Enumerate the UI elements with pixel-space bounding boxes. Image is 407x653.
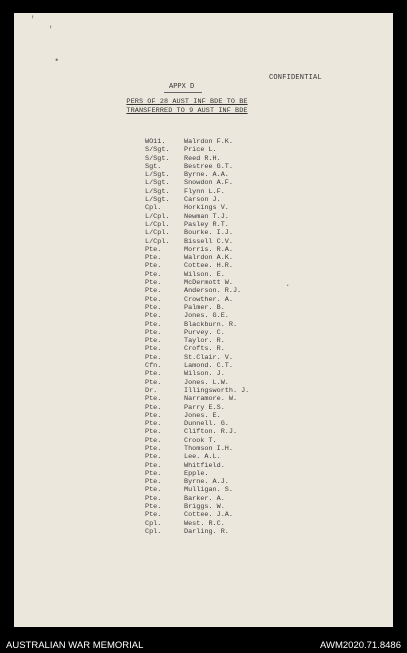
- person-name: Crook T.: [184, 436, 217, 445]
- list-item: [145, 387, 345, 395]
- person-name: Purvey. C.: [184, 328, 225, 337]
- person-name: Jones. E.: [184, 411, 221, 420]
- rank: Pte.: [145, 345, 162, 354]
- title-line-2: TRANSFERRED TO 9 AUST INF BDE: [126, 107, 248, 115]
- list-item: [145, 329, 345, 337]
- person-name: Price L.: [184, 146, 217, 155]
- list-item: [145, 345, 345, 353]
- rank: S/Sgt.: [145, 154, 170, 163]
- person-name: Briggs. W.: [184, 503, 225, 512]
- rank: Pte.: [145, 262, 162, 271]
- rank: Pte.: [145, 503, 162, 512]
- list-item: [145, 246, 345, 254]
- person-name: Byrne. A.A.: [184, 171, 229, 180]
- list-item: [145, 528, 345, 536]
- list-item: [145, 511, 345, 519]
- person-name: Bourke. I.J.: [184, 229, 233, 238]
- person-name: Barker. A.: [184, 494, 225, 503]
- list-item: [145, 271, 345, 279]
- person-name: Crofts. R.: [184, 345, 225, 354]
- rank: Pte.: [145, 245, 162, 254]
- person-name: Narramore. W.: [184, 395, 238, 404]
- rank: Pte.: [145, 378, 162, 387]
- person-name: Pasley R.T.: [184, 220, 229, 229]
- rank: Pte.: [145, 295, 162, 304]
- list-item: [145, 395, 345, 403]
- person-name: Lee. A.L.: [184, 453, 221, 462]
- rank: L/Cpl.: [145, 237, 170, 246]
- list-item: [145, 503, 345, 511]
- list-item: [145, 404, 345, 412]
- rank: Pte.: [145, 420, 162, 429]
- list-item: [145, 155, 345, 163]
- title-line-1: PERS OF 28 AUST INF BDE TO BE: [126, 98, 248, 106]
- rank: Pte.: [145, 328, 162, 337]
- person-name: Clifton. R.J.: [184, 428, 238, 437]
- rank: Cpl.: [145, 204, 162, 213]
- list-item: [145, 437, 345, 445]
- rank: L/Cpl.: [145, 212, 170, 221]
- list-item: [145, 254, 345, 262]
- rank: Pte.: [145, 444, 162, 453]
- rank: Pte.: [145, 411, 162, 420]
- list-item: [145, 478, 345, 486]
- list-item: [145, 412, 345, 420]
- person-name: Horkings V.: [184, 204, 229, 213]
- rank: Pte.: [145, 453, 162, 462]
- list-item: [145, 420, 345, 428]
- appendix-label: APPX D: [169, 83, 195, 91]
- person-name: Crowther. A.: [184, 295, 233, 304]
- rank: Pte.: [145, 486, 162, 495]
- person-name: Bissell C.V.: [184, 237, 233, 246]
- list-item: [145, 163, 345, 171]
- list-item: [145, 321, 345, 329]
- rank: S/Sgt.: [145, 146, 170, 155]
- rank: Cfn.: [145, 362, 162, 371]
- list-item: [145, 470, 345, 478]
- footer-source: AUSTRALIAN WAR MEMORIAL: [6, 640, 144, 651]
- rank: Cpl.: [145, 527, 162, 536]
- person-name: Anderson. R.J.: [184, 287, 242, 296]
- list-item: [145, 196, 345, 204]
- paper-mark: •: [54, 56, 60, 66]
- list-item: [145, 370, 345, 378]
- person-name: Whitfield.: [184, 461, 225, 470]
- rank: L/Cpl.: [145, 229, 170, 238]
- person-name: Snowdon A.F.: [184, 179, 233, 188]
- list-item: [145, 238, 345, 246]
- list-item: [145, 287, 345, 295]
- person-name: Carson J.: [184, 196, 221, 205]
- rank: L/Sgt.: [145, 196, 170, 205]
- person-name: Thomson I.H.: [184, 444, 233, 453]
- person-name: Blackburn. R.: [184, 320, 238, 329]
- rank: WO11.: [145, 138, 166, 146]
- classification-label: CONFIDENTIAL: [269, 74, 322, 82]
- person-name: Morris. R.A.: [184, 245, 233, 254]
- document-page: [14, 13, 393, 627]
- list-item: [145, 486, 345, 494]
- list-item: [145, 221, 345, 229]
- person-name: Jones. G.E.: [184, 312, 229, 321]
- list-item: [145, 179, 345, 187]
- rank: Pte.: [145, 279, 162, 288]
- person-name: Newman T.J.: [184, 212, 229, 221]
- paper-mark: ': [48, 25, 54, 35]
- rank: L/Cpl.: [145, 220, 170, 229]
- person-name: St.Clair. V.: [184, 353, 233, 362]
- paper-mark: ·: [285, 281, 291, 291]
- list-item: [145, 262, 345, 270]
- rank: Pte.: [145, 370, 162, 379]
- rank: Pte.: [145, 270, 162, 279]
- person-name: Epple.: [184, 469, 209, 478]
- rank: Pte.: [145, 478, 162, 487]
- person-name: Mulligan. S.: [184, 486, 233, 495]
- person-name: Cottee. H.R.: [184, 262, 233, 271]
- rank: Sgt.: [145, 162, 162, 171]
- list-item: [145, 213, 345, 221]
- person-name: Illingsworth. J.: [184, 386, 250, 395]
- person-name: Lamond. C.T.: [184, 362, 233, 371]
- list-item: [145, 520, 345, 528]
- list-item: [145, 445, 345, 453]
- list-item: [145, 354, 345, 362]
- person-name: Walrdon F.K.: [184, 138, 233, 146]
- rank: Dr.: [145, 386, 158, 395]
- person-name: Reed R.H.: [184, 154, 221, 163]
- person-name: Bestree G.T.: [184, 162, 233, 171]
- list-item: [145, 495, 345, 503]
- person-name: Wilson. E.: [184, 270, 225, 279]
- rank: Pte.: [145, 320, 162, 329]
- rank: Pte.: [145, 403, 162, 412]
- rank: Cpl.: [145, 519, 162, 528]
- list-item: [145, 279, 345, 287]
- person-name: Palmer. B.: [184, 303, 225, 312]
- list-item: [145, 304, 345, 312]
- list-item: [145, 296, 345, 304]
- rank: Pte.: [145, 428, 162, 437]
- list-item: [145, 229, 345, 237]
- rank: Pte.: [145, 436, 162, 445]
- list-item: [145, 188, 345, 196]
- person-name: Darling. R.: [184, 527, 229, 536]
- rank: Pte.: [145, 303, 162, 312]
- list-item: [145, 146, 345, 154]
- list-item: [145, 312, 345, 320]
- rank: L/Sgt.: [145, 179, 170, 188]
- appendix-underline: [164, 92, 202, 93]
- person-name: Wilson. J.: [184, 370, 225, 379]
- footer-reference: AWM2020.71.8486: [320, 640, 401, 651]
- personnel-list: [145, 138, 345, 536]
- rank: Pte.: [145, 254, 162, 263]
- list-item: [145, 462, 345, 470]
- rank: Pte.: [145, 395, 162, 404]
- list-item: [145, 138, 345, 146]
- person-name: Dunnell. G.: [184, 420, 229, 429]
- person-name: McDermott W.: [184, 279, 233, 288]
- rank: L/Sgt.: [145, 171, 170, 180]
- list-item: [145, 379, 345, 387]
- person-name: Parry E.S.: [184, 403, 225, 412]
- rank: Pte.: [145, 469, 162, 478]
- person-name: Taylor. R.: [184, 337, 225, 346]
- rank: Pte.: [145, 312, 162, 321]
- rank: Pte.: [145, 511, 162, 520]
- footer-bar: [0, 636, 407, 653]
- person-name: Jones. L.W.: [184, 378, 229, 387]
- rank: L/Sgt.: [145, 187, 170, 196]
- rank: Pte.: [145, 287, 162, 296]
- list-item: [145, 337, 345, 345]
- list-item: [145, 362, 345, 370]
- person-name: Flynn L.F.: [184, 187, 225, 196]
- list-item: [145, 171, 345, 179]
- person-name: West. R.C.: [184, 519, 225, 528]
- list-item: [145, 428, 345, 436]
- rank: Pte.: [145, 461, 162, 470]
- person-name: Byrne. A.J.: [184, 478, 229, 487]
- paper-mark: ': [30, 15, 36, 25]
- person-name: Walrdon A.K.: [184, 254, 233, 263]
- rank: Pte.: [145, 353, 162, 362]
- rank: Pte.: [145, 494, 162, 503]
- list-item: [145, 453, 345, 461]
- rank: Pte.: [145, 337, 162, 346]
- person-name: Cottee. J.A.: [184, 511, 233, 520]
- list-item: [145, 204, 345, 212]
